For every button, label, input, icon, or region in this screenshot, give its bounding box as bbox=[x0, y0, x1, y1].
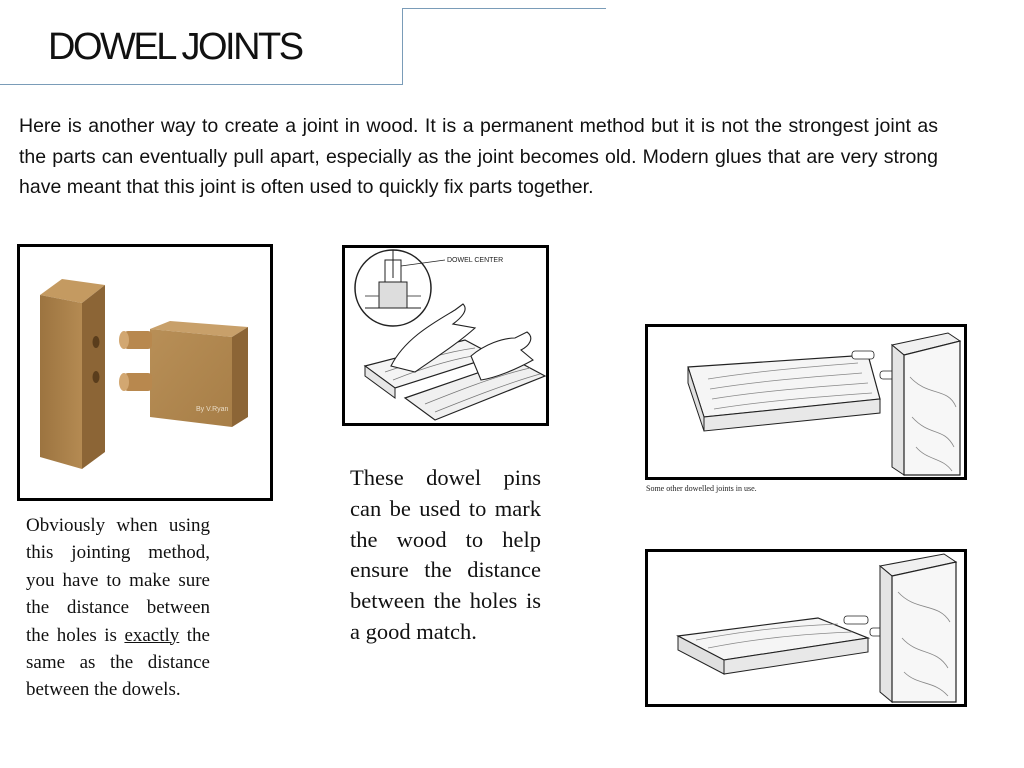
joints-caption: Some other dowelled joints in use. bbox=[646, 484, 757, 493]
hole-bottom bbox=[93, 371, 100, 383]
dowelled-joint-illustration-1 bbox=[648, 327, 964, 477]
page-title: DOWEL JOINTS bbox=[48, 26, 302, 68]
header-rule-bottom bbox=[0, 84, 403, 85]
left-text-emphasis: exactly bbox=[124, 624, 180, 646]
dowel-center-illustration bbox=[345, 248, 546, 423]
left-explanation-text bbox=[26, 512, 210, 704]
dowelled-joint-illustration-2 bbox=[648, 552, 964, 704]
middle-explanation-text: These dowel pins can be used to mark the wood to help ensure the distance between the holes is a good match. bbox=[350, 465, 541, 644]
watermark-text: By V.Ryan bbox=[196, 406, 229, 413]
dowelled-joint-image-1 bbox=[645, 324, 967, 480]
header-rule-vertical bbox=[402, 8, 403, 85]
dowelled-joint-image-2 bbox=[645, 549, 967, 707]
hole-top bbox=[93, 336, 100, 348]
dowel-center-label: DOWEL CENTER bbox=[447, 257, 504, 264]
intro-paragraph: Here is another way to create a joint in wood. It is a permanent method but it is not the strongest joint as the parts can eventually pull apart, especially as the joint becomes old. Modern glues that are very strong have meant that this joint is often used to quickly fix parts together. bbox=[19, 115, 938, 198]
dowel-pins bbox=[119, 331, 152, 391]
dowel-block-illustration bbox=[20, 247, 270, 498]
dowel-center-image bbox=[342, 245, 549, 426]
dowel-block-image bbox=[17, 244, 273, 501]
header-rule-top bbox=[402, 8, 606, 9]
left-text-before: Obviously when using this jointing method, you have to make sure the distance between the holes is bbox=[26, 515, 210, 646]
left-text-after: the same as the distance between the dowels. bbox=[26, 624, 210, 701]
